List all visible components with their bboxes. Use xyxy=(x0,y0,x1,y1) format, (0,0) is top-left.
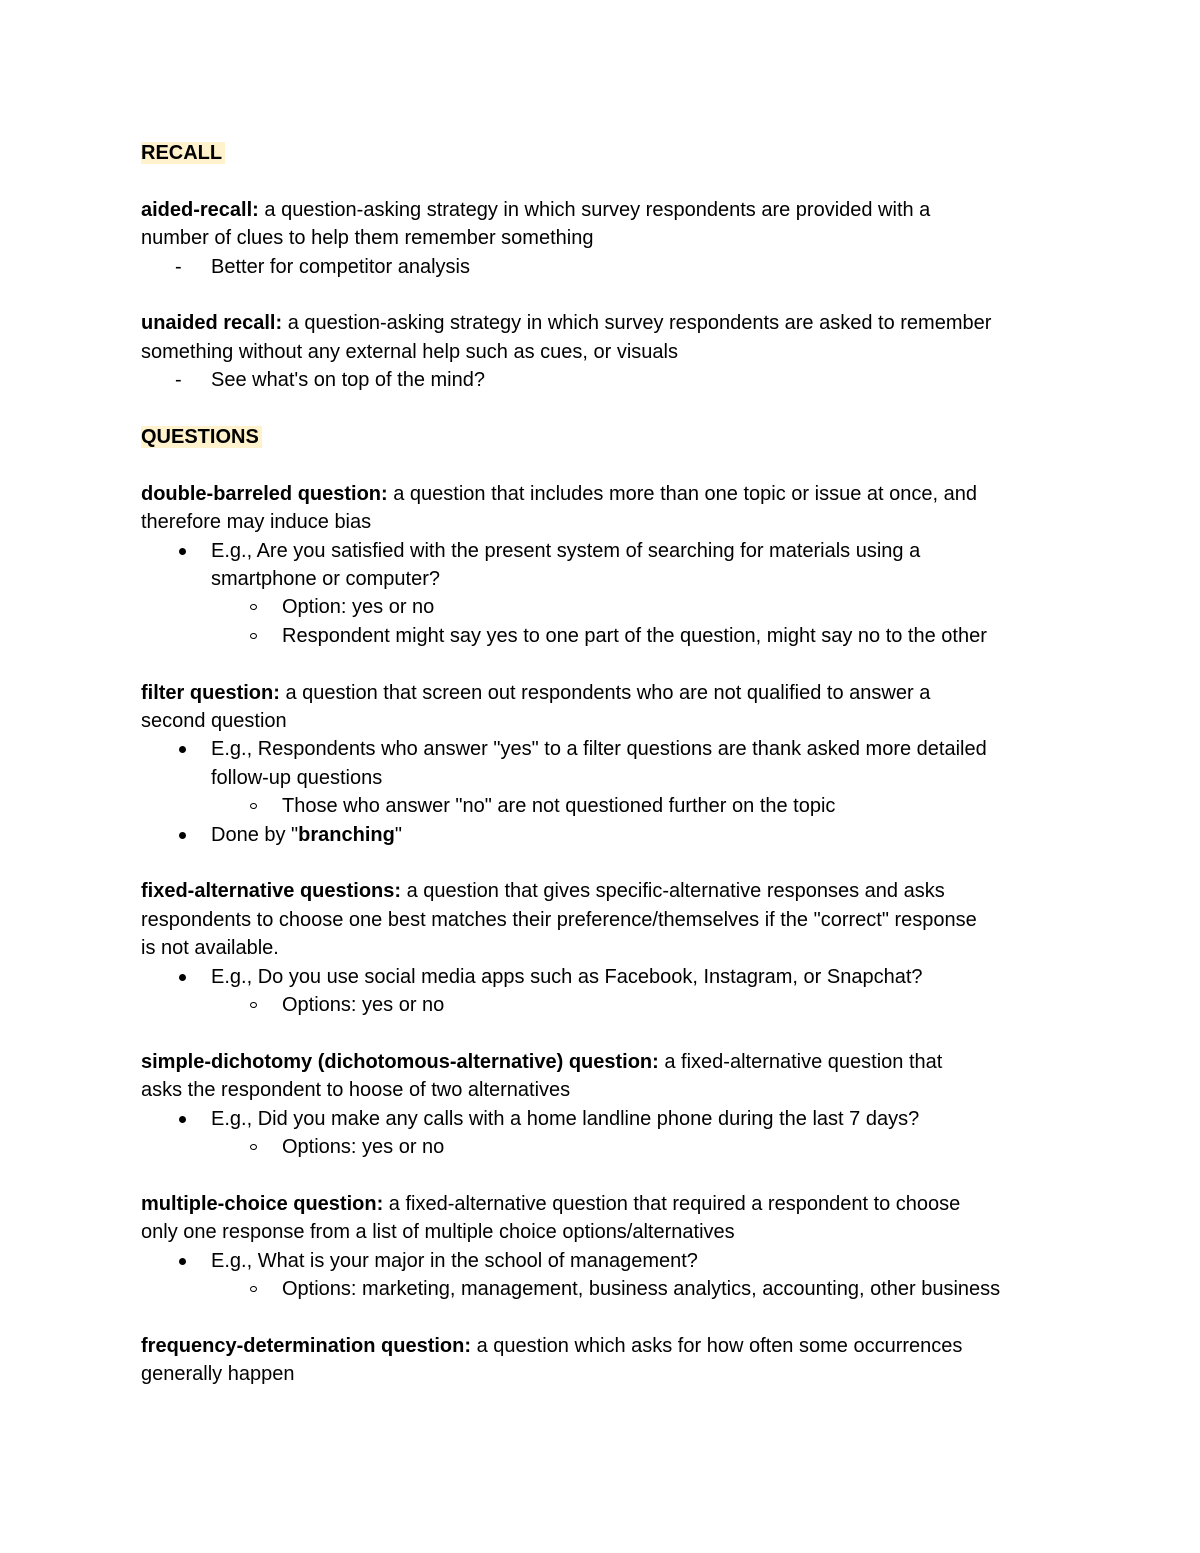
bullet-marker xyxy=(179,832,186,839)
section-heading-questions: QUESTIONS xyxy=(141,426,262,448)
dash-marker: - xyxy=(175,369,182,392)
sub-list-item xyxy=(141,1275,1071,1303)
sub-list-item xyxy=(141,991,1071,1019)
circle-marker xyxy=(250,803,257,809)
term-aided-recall: aided-recall: xyxy=(141,198,259,221)
list-item xyxy=(141,1105,1071,1133)
definition-text: a question that screen out respondents who are not qualified to answer a xyxy=(279,681,931,704)
sub-list-item-text: Those who answer "no" are not questioned further on the topic xyxy=(282,795,836,818)
list-item-text: E.g., What is your major in the school of management? xyxy=(211,1249,698,1272)
definition-text: a question-asking strategy in which survey respondents are provided with a xyxy=(258,198,931,221)
list-item-text-suffix: " xyxy=(394,823,402,846)
definition-text-continued: generally happen xyxy=(141,1363,295,1386)
definition-unaided-recall xyxy=(141,309,1071,337)
definition-simple-dichotomy xyxy=(141,1048,1071,1076)
definition-text-continued: only one response from a list of multiple choice options/alternatives xyxy=(141,1221,735,1244)
list-item xyxy=(141,366,1071,394)
term-frequency-determination: frequency-determination question: xyxy=(141,1334,472,1357)
definition-text: a question that gives specific-alternative responses and asks xyxy=(401,880,945,903)
bullet-marker xyxy=(179,1258,186,1265)
definition-double-barreled xyxy=(141,480,1071,508)
definition-aided-recall xyxy=(141,196,1071,224)
term-fixed-alternative: fixed-alternative questions: xyxy=(141,880,402,903)
bullet-marker xyxy=(179,974,186,981)
definition-text: a fixed-alternative question that required a respondent to choose xyxy=(383,1192,961,1215)
term-multiple-choice: multiple-choice question: xyxy=(141,1192,384,1215)
bullet-marker xyxy=(179,746,186,753)
definition-text-continued: therefore may induce bias xyxy=(141,511,372,534)
dash-marker: - xyxy=(175,255,182,278)
definition-text: a question which asks for how often some occurrences xyxy=(471,1334,963,1357)
term-filter-question: filter question: xyxy=(141,681,280,704)
document-page xyxy=(141,139,1071,1389)
list-item-text: E.g., Respondents who answer "yes" to a filter questions are thank asked more detailed xyxy=(211,738,987,761)
list-item xyxy=(141,821,1071,849)
list-item-text: See what's on top of the mind? xyxy=(211,369,485,392)
circle-marker xyxy=(250,1286,257,1292)
circle-marker xyxy=(250,1002,257,1008)
sub-list-item-text: Option: yes or no xyxy=(282,596,435,619)
circle-marker xyxy=(250,633,257,639)
definition-text-continued: asks the respondent to hoose of two alternatives xyxy=(141,1079,571,1102)
list-item-text-continued: smartphone or computer? xyxy=(211,568,441,591)
list-item xyxy=(141,253,1071,281)
term-double-barreled: double-barreled question: xyxy=(141,482,388,505)
sub-list-item xyxy=(141,1133,1071,1161)
definition-multiple-choice xyxy=(141,1190,1071,1218)
list-item xyxy=(141,537,1071,565)
list-item xyxy=(141,963,1071,991)
term-simple-dichotomy: simple-dichotomy (dichotomous-alternative) question: xyxy=(141,1050,659,1073)
sub-list-item-text: Options: yes or no xyxy=(282,994,445,1017)
list-item-text: Better for competitor analysis xyxy=(211,255,470,278)
list-item xyxy=(141,735,1071,763)
sub-list-item-text: Options: marketing, management, business analytics, accounting, other business xyxy=(282,1278,1001,1301)
sub-list-item xyxy=(141,593,1071,621)
term-unaided-recall: unaided recall: xyxy=(141,312,283,335)
list-item-text-prefix: Done by " xyxy=(211,823,299,846)
section-heading-recall: RECALL xyxy=(141,142,225,164)
bullet-marker xyxy=(179,1116,186,1123)
definition-text-continued: number of clues to help them remember something xyxy=(141,227,594,250)
sub-list-item xyxy=(141,792,1071,820)
definition-filter-question xyxy=(141,679,1071,707)
circle-marker xyxy=(250,604,257,610)
list-item xyxy=(141,1247,1071,1275)
definition-text-continued: something without any external help such as cues, or visuals xyxy=(141,340,678,363)
sub-list-item xyxy=(141,622,1071,650)
sub-list-item-text: Respondent might say yes to one part of the question, might say no to the other xyxy=(282,624,987,647)
definition-text: a question-asking strategy in which survey respondents are asked to remember xyxy=(282,312,992,335)
circle-marker xyxy=(250,1144,257,1150)
bullet-marker xyxy=(179,548,186,555)
definition-text-continued: is not available. xyxy=(141,937,279,960)
list-item-text: E.g., Are you satisfied with the present system of searching for materials using a xyxy=(211,539,921,562)
definition-text-continued: second question xyxy=(141,710,287,733)
definition-fixed-alternative xyxy=(141,877,1071,905)
definition-text-continued: respondents to choose one best matches their preference/themselves if the "correct" response xyxy=(141,908,977,931)
list-item-text: E.g., Did you make any calls with a home landline phone during the last 7 days? xyxy=(211,1107,920,1130)
list-item-text-continued: follow-up questions xyxy=(211,766,383,789)
list-item-text: E.g., Do you use social media apps such as Facebook, Instagram, or Snapchat? xyxy=(211,965,923,988)
list-item-text-bold: branching xyxy=(298,823,395,846)
sub-list-item-text: Options: yes or no xyxy=(282,1136,445,1159)
definition-frequency-determination xyxy=(141,1332,1071,1360)
definition-text: a question that includes more than one topic or issue at once, and xyxy=(387,482,977,505)
definition-text: a fixed-alternative question that xyxy=(658,1050,943,1073)
